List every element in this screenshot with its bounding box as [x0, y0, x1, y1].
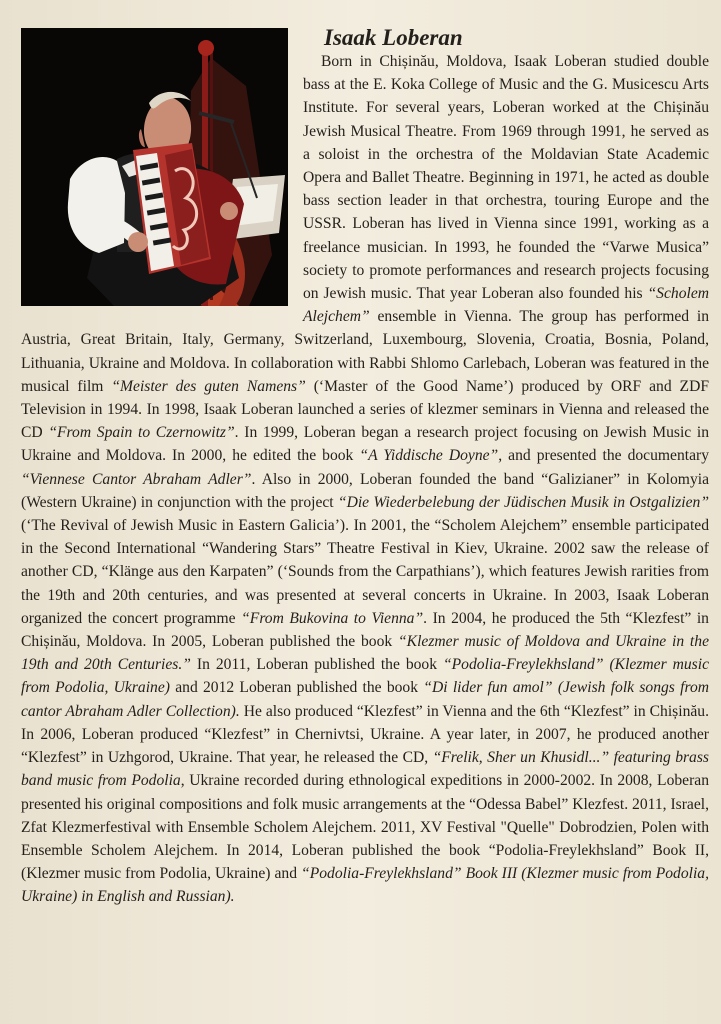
bio-segment-22: , Ukraine recorded during ethnological expeditions in 2000-2002. In 2008, Loberan presented his original compositions and folk music arrangements at the “Odessa Babel” Klezfest. 2011, Israel, Zfat Klezmerfestival with Ensemble Scholem Alejchem. 2011, XV Festival "Quelle" Dobrodzien, Polen with Ensemble Scholem Alejchem. In 2014, Loberan published the book “Podolia-Freylekhsland” Book II, (Klezmer music from Podolia, Ukraine) and	[21, 772, 709, 883]
bio-segment-17: “Podolia-Freylekhsland” (Klezmer music from Podolia, Ukraine)	[21, 656, 709, 697]
bio-segment-16: In 2011, Loberan published the book	[190, 656, 443, 674]
bio-segment-2: ensemble in Vienna. The group has performed in Austria, Great Britain, Italy, Germany, Switzerland, Luxembourg, Slovenia, Croatia, Bosnia, Poland, Lithuania, Ukraine and Moldova. In collaboration with Rabbi Shlomo Carlebach, Loberan was featured in the musical film	[21, 308, 709, 395]
bio-segment-12: (‘The Revival of Jewish Music in Eastern Galicia’). In 2001, the “Scholem Alejchem” ensemble participated in the Second International “Wandering Stars” Theatre Festival in Kiev, Ukraine. 2002 saw the release of another CD, “Klänge aus den Karpaten” (‘Sounds from the Carpathians’), which features Jewish rarities from the 19th and 20th centuries, and was presented at several concerts in Ukraine. In 2003, Isaak Loberan organized the concert programme	[21, 517, 709, 627]
biography-text	[21, 50, 709, 909]
bio-segment-20: He also produced “Klezfest” in Vienna and the 6th “Klezfest” in Chișinău. In 2006, Loberan produced “Klezfest” in Chernivtsi, Ukraine. A year later, in 2007, he produced another “Klezfest” in Uzhgorod, Ukraine. That year, he released the CD,	[21, 702, 709, 767]
bio-segment-7: “A Yiddische Doyne”	[359, 447, 499, 465]
bio-segment-14: . In 2004, he produced the 5th “Klezfest” in Chișinău, Moldova. In 2005, Loberan published the book	[21, 609, 709, 651]
bio-segment-13: “From Bukovina to Vienna”	[241, 609, 424, 627]
bio-segment-21: “Frelik, Sher un Khusidl...” featuring brass band music from Podolia	[21, 749, 709, 790]
bio-segment-9: “Viennese Cantor Abraham Adler”	[21, 470, 252, 488]
bio-segment-10: . Also in 2000, Loberan founded the band “Galizianer” in Kolomyia (Western Ukraine) in conjunction with the project	[21, 470, 709, 511]
page-title: Isaak Loberan	[324, 25, 463, 50]
bio-segment-23: “Podolia-Freylekhsland” Book III (Klezmer music from Podolia, Ukraine) in English and Russian).	[21, 865, 709, 906]
photo-text-wrap-spacer	[21, 50, 303, 321]
bio-segment-3: “Meister des guten Namens”	[111, 377, 306, 395]
bio-segment-15: “Klezmer music of Moldova and Ukraine in the 19th and 20th Centuries.”	[21, 633, 709, 674]
bio-segment-11: “Die Wiederbelebung der Jüdischen Musik in Ostgalizien”	[337, 493, 709, 511]
bio-segment-4: (‘Master of the Good Name’) produced by ORF and ZDF Television in 1994. In 1998, Isaak Loberan launched a series of klezmer seminars in Vienna and released the CD	[21, 377, 710, 442]
bio-segment-5: “From Spain to Czernowitz”	[48, 424, 235, 442]
bio-segment-18: and 2012 Loberan published the book	[169, 679, 424, 697]
bio-segment-0: Born in Chișinău, Moldova, Isaak Loberan studied double bass at the E. Koka College of Music and the G. Musicescu Arts Institute. For several years, Loberan worked at the Chișinău Jewish Musical Theatre. From 1969 through 1991, he served as a soloist in the orchestra of the Moldavian State Academic Opera and Ballet Theatre. Beginning in 1971, he acted as double bass section leader in that orchestra, touring Europe and the USSR. Loberan has lived in Vienna since 1991, working as a freelance musician. In 1993, he founded the “Varwe Musica” society to promote performances and research projects focusing on Jewish music. That year Loberan also founded his	[303, 53, 709, 303]
bio-segment-1: “Scholem Alejchem”	[303, 285, 709, 326]
bio-segment-6: . In 1999, Loberan began a research project focusing on Jewish Music in Ukraine and Moldova. In 2000, he edited the book	[21, 424, 710, 465]
bio-segment-8: , and presented the documentary	[498, 447, 709, 465]
bio-segment-19: “Di lider fun amol” (Jewish folk songs from cantor Abraham Adler Collection).	[21, 679, 710, 720]
